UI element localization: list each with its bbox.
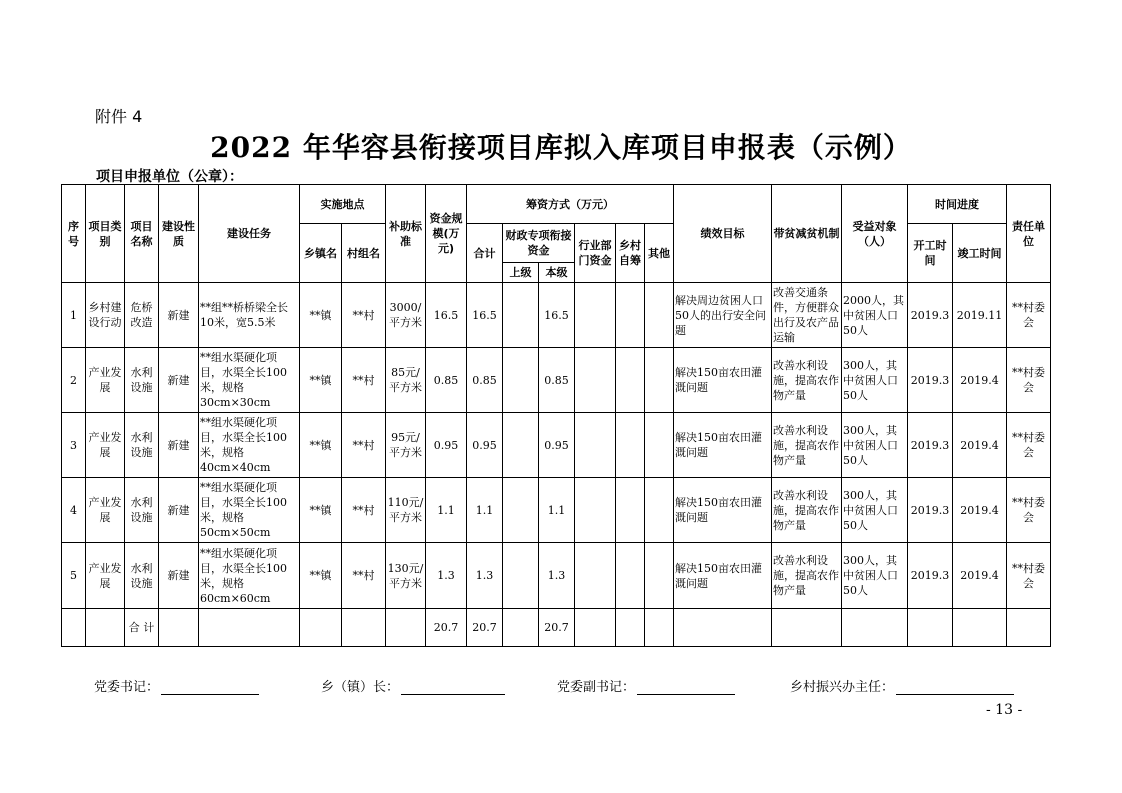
cell-category: 乡村建设行动 <box>86 283 125 348</box>
cell-upper <box>503 478 539 543</box>
cell-industry <box>575 283 616 348</box>
cell-industry <box>575 543 616 609</box>
sum-cell-blank <box>62 609 86 647</box>
cell-other <box>645 478 674 543</box>
cell-beneficiary: 300人，其中贫困人口50人 <box>842 478 908 543</box>
sum-row <box>62 609 1051 647</box>
sum-cell-blank <box>300 609 342 647</box>
header-other: 其他 <box>645 224 674 283</box>
cell-town: **镇 <box>300 413 342 478</box>
cell-other <box>645 413 674 478</box>
cell-scale: 0.85 <box>426 348 467 413</box>
cell-goal: 解决周边贫困人口50人的出行安全问题 <box>674 283 772 348</box>
header-self: 乡村自筹 <box>616 224 645 283</box>
sum-cell-blank <box>908 609 953 647</box>
signature-label: 党委副书记： <box>557 680 636 695</box>
cell-responsible-unit: **村委会 <box>1007 543 1051 609</box>
cell-self <box>616 478 645 543</box>
cell-end: 2019.4 <box>953 543 1007 609</box>
header-goal: 绩效目标 <box>674 185 772 283</box>
project-table <box>61 184 1051 647</box>
cell-task: **组水渠硬化项目，水渠全长100米，规格60cm×60cm <box>199 543 300 609</box>
sum-cell-blank <box>953 609 1007 647</box>
sum-cell-blank <box>842 609 908 647</box>
header-scale: 资金规模(万元) <box>426 185 467 283</box>
sum-cell-blank <box>503 609 539 647</box>
header-beneficiary: 受益对象（人） <box>842 185 908 283</box>
sum-cell-blank <box>86 609 125 647</box>
table-row <box>62 348 1051 413</box>
signature-office-director <box>790 676 1014 695</box>
header-fiscal: 财政专项衔接资金 <box>503 224 575 263</box>
cell-industry <box>575 413 616 478</box>
cell-village: **村 <box>342 283 386 348</box>
cell-start: 2019.3 <box>908 478 953 543</box>
cell-name: 危桥改造 <box>125 283 159 348</box>
cell-no: 5 <box>62 543 86 609</box>
cell-local: 0.95 <box>539 413 575 478</box>
cell-responsible-unit: **村委会 <box>1007 348 1051 413</box>
cell-scale: 1.1 <box>426 478 467 543</box>
cell-end: 2019.4 <box>953 348 1007 413</box>
signature-line <box>161 682 259 695</box>
cell-total: 0.95 <box>467 413 503 478</box>
header-mechanism: 带贫减贫机制 <box>772 185 842 283</box>
signature-line <box>401 682 505 695</box>
cell-goal: 解决150亩农田灌溉问题 <box>674 348 772 413</box>
cell-nature: 新建 <box>159 478 199 543</box>
cell-nature: 新建 <box>159 283 199 348</box>
cell-no: 4 <box>62 478 86 543</box>
sum-local: 20.7 <box>539 609 575 647</box>
sum-cell-blank <box>1007 609 1051 647</box>
cell-responsible-unit: **村委会 <box>1007 413 1051 478</box>
cell-category: 产业发展 <box>86 413 125 478</box>
sum-cell-blank <box>342 609 386 647</box>
signature-line <box>637 682 735 695</box>
cell-local: 1.1 <box>539 478 575 543</box>
cell-no: 3 <box>62 413 86 478</box>
cell-local: 1.3 <box>539 543 575 609</box>
sum-cell-blank <box>645 609 674 647</box>
header-industry: 行业部门资金 <box>575 224 616 283</box>
header-end: 竣工时间 <box>953 224 1007 283</box>
cell-total: 1.1 <box>467 478 503 543</box>
signature-label: 乡（镇）长： <box>321 680 400 695</box>
sum-cell-blank <box>674 609 772 647</box>
cell-subsidy: 110元/平方米 <box>386 478 426 543</box>
signature-label: 乡村振兴办主任： <box>790 680 895 695</box>
cell-self <box>616 543 645 609</box>
cell-subsidy: 3000/平方米 <box>386 283 426 348</box>
cell-upper <box>503 348 539 413</box>
cell-self <box>616 283 645 348</box>
table-row <box>62 413 1051 478</box>
cell-category: 产业发展 <box>86 543 125 609</box>
cell-mechanism: 改善水利设施，提高农作物产量 <box>772 478 842 543</box>
cell-beneficiary: 300人，其中贫困人口50人 <box>842 348 908 413</box>
cell-goal: 解决150亩农田灌溉问题 <box>674 478 772 543</box>
cell-goal: 解决150亩农田灌溉问题 <box>674 543 772 609</box>
cell-total: 1.3 <box>467 543 503 609</box>
cell-mechanism: 改善水利设施，提高农作物产量 <box>772 543 842 609</box>
header-no: 序号 <box>62 185 86 283</box>
signature-label: 党委书记： <box>94 680 160 695</box>
header-category: 项目类别 <box>86 185 125 283</box>
cell-end: 2019.11 <box>953 283 1007 348</box>
cell-self <box>616 348 645 413</box>
table-row <box>62 283 1051 348</box>
cell-name: 水利设施 <box>125 478 159 543</box>
cell-start: 2019.3 <box>908 283 953 348</box>
cell-industry <box>575 478 616 543</box>
header-funding: 筹资方式（万元） <box>467 185 674 224</box>
header-responsible-unit: 责任单位 <box>1007 185 1051 283</box>
header-local: 本级 <box>539 263 575 283</box>
cell-task: **组水渠硬化项目，水渠全长100米，规格40cm×40cm <box>199 413 300 478</box>
cell-village: **村 <box>342 348 386 413</box>
sum-scale: 20.7 <box>426 609 467 647</box>
sum-cell-blank <box>616 609 645 647</box>
cell-end: 2019.4 <box>953 478 1007 543</box>
cell-category: 产业发展 <box>86 478 125 543</box>
cell-industry <box>575 348 616 413</box>
header-upper: 上级 <box>503 263 539 283</box>
sum-cell-blank <box>199 609 300 647</box>
cell-mechanism: 改善水利设施，提高农作物产量 <box>772 348 842 413</box>
cell-nature: 新建 <box>159 543 199 609</box>
cell-beneficiary: 2000人，其中贫困人口50人 <box>842 283 908 348</box>
cell-name: 水利设施 <box>125 348 159 413</box>
cell-subsidy: 130元/平方米 <box>386 543 426 609</box>
cell-village: **村 <box>342 478 386 543</box>
cell-mechanism: 改善交通条件，方便群众出行及农产品运输 <box>772 283 842 348</box>
cell-upper <box>503 543 539 609</box>
cell-town: **镇 <box>300 348 342 413</box>
header-name: 项目名称 <box>125 185 159 283</box>
cell-subsidy: 85元/平方米 <box>386 348 426 413</box>
cell-self <box>616 413 645 478</box>
sum-cell-blank <box>386 609 426 647</box>
cell-name: 水利设施 <box>125 413 159 478</box>
cell-scale: 0.95 <box>426 413 467 478</box>
cell-start: 2019.3 <box>908 348 953 413</box>
cell-nature: 新建 <box>159 348 199 413</box>
cell-local: 0.85 <box>539 348 575 413</box>
cell-scale: 16.5 <box>426 283 467 348</box>
cell-total: 0.85 <box>467 348 503 413</box>
cell-responsible-unit: **村委会 <box>1007 478 1051 543</box>
cell-scale: 1.3 <box>426 543 467 609</box>
cell-task: **组水渠硬化项目，水渠全长100米，规格30cm×30cm <box>199 348 300 413</box>
cell-other <box>645 543 674 609</box>
cell-no: 1 <box>62 283 86 348</box>
header-subsidy: 补助标准 <box>386 185 426 283</box>
header-task: 建设任务 <box>199 185 300 283</box>
document-title: 2022 年华容县衔接项目库拟入库项目申报表（示例） <box>210 131 912 164</box>
header-village: 村组名 <box>342 224 386 283</box>
cell-subsidy: 95元/平方米 <box>386 413 426 478</box>
signature-party-secretary <box>94 676 259 695</box>
cell-category: 产业发展 <box>86 348 125 413</box>
attachment-label: 附件 4 <box>95 107 143 126</box>
cell-other <box>645 348 674 413</box>
cell-end: 2019.4 <box>953 413 1007 478</box>
cell-responsible-unit: **村委会 <box>1007 283 1051 348</box>
header-schedule: 时间进度 <box>908 185 1007 224</box>
cell-beneficiary: 300人，其中贫困人口50人 <box>842 413 908 478</box>
sum-cell-blank <box>159 609 199 647</box>
header-town: 乡镇名 <box>300 224 342 283</box>
cell-no: 2 <box>62 348 86 413</box>
sum-cell-blank <box>772 609 842 647</box>
header-total: 合计 <box>467 224 503 283</box>
cell-task: **组水渠硬化项目，水渠全长100米，规格50cm×50cm <box>199 478 300 543</box>
cell-mechanism: 改善水利设施，提高农作物产量 <box>772 413 842 478</box>
cell-town: **镇 <box>300 478 342 543</box>
cell-local: 16.5 <box>539 283 575 348</box>
cell-town: **镇 <box>300 283 342 348</box>
sum-label: 合 计 <box>125 609 159 647</box>
applicant-unit-label: 项目申报单位（公章）： <box>96 169 243 185</box>
cell-nature: 新建 <box>159 413 199 478</box>
cell-beneficiary: 300人，其中贫困人口50人 <box>842 543 908 609</box>
sum-cell-blank <box>575 609 616 647</box>
cell-village: **村 <box>342 543 386 609</box>
cell-other <box>645 283 674 348</box>
cell-goal: 解决150亩农田灌溉问题 <box>674 413 772 478</box>
signature-deputy-secretary <box>557 676 735 695</box>
cell-upper <box>503 413 539 478</box>
page-number: - 13 - <box>986 702 1023 718</box>
table-row <box>62 543 1051 609</box>
table-row <box>62 478 1051 543</box>
cell-start: 2019.3 <box>908 543 953 609</box>
sum-total: 20.7 <box>467 609 503 647</box>
signature-town-head <box>321 676 505 695</box>
header-nature: 建设性质 <box>159 185 199 283</box>
cell-name: 水利设施 <box>125 543 159 609</box>
cell-village: **村 <box>342 413 386 478</box>
signature-line <box>896 682 1014 695</box>
cell-town: **镇 <box>300 543 342 609</box>
header-start: 开工时间 <box>908 224 953 283</box>
cell-start: 2019.3 <box>908 413 953 478</box>
cell-task: **组**桥桥梁全长10米，宽5.5米 <box>199 283 300 348</box>
header-location: 实施地点 <box>300 185 386 224</box>
cell-total: 16.5 <box>467 283 503 348</box>
cell-upper <box>503 283 539 348</box>
